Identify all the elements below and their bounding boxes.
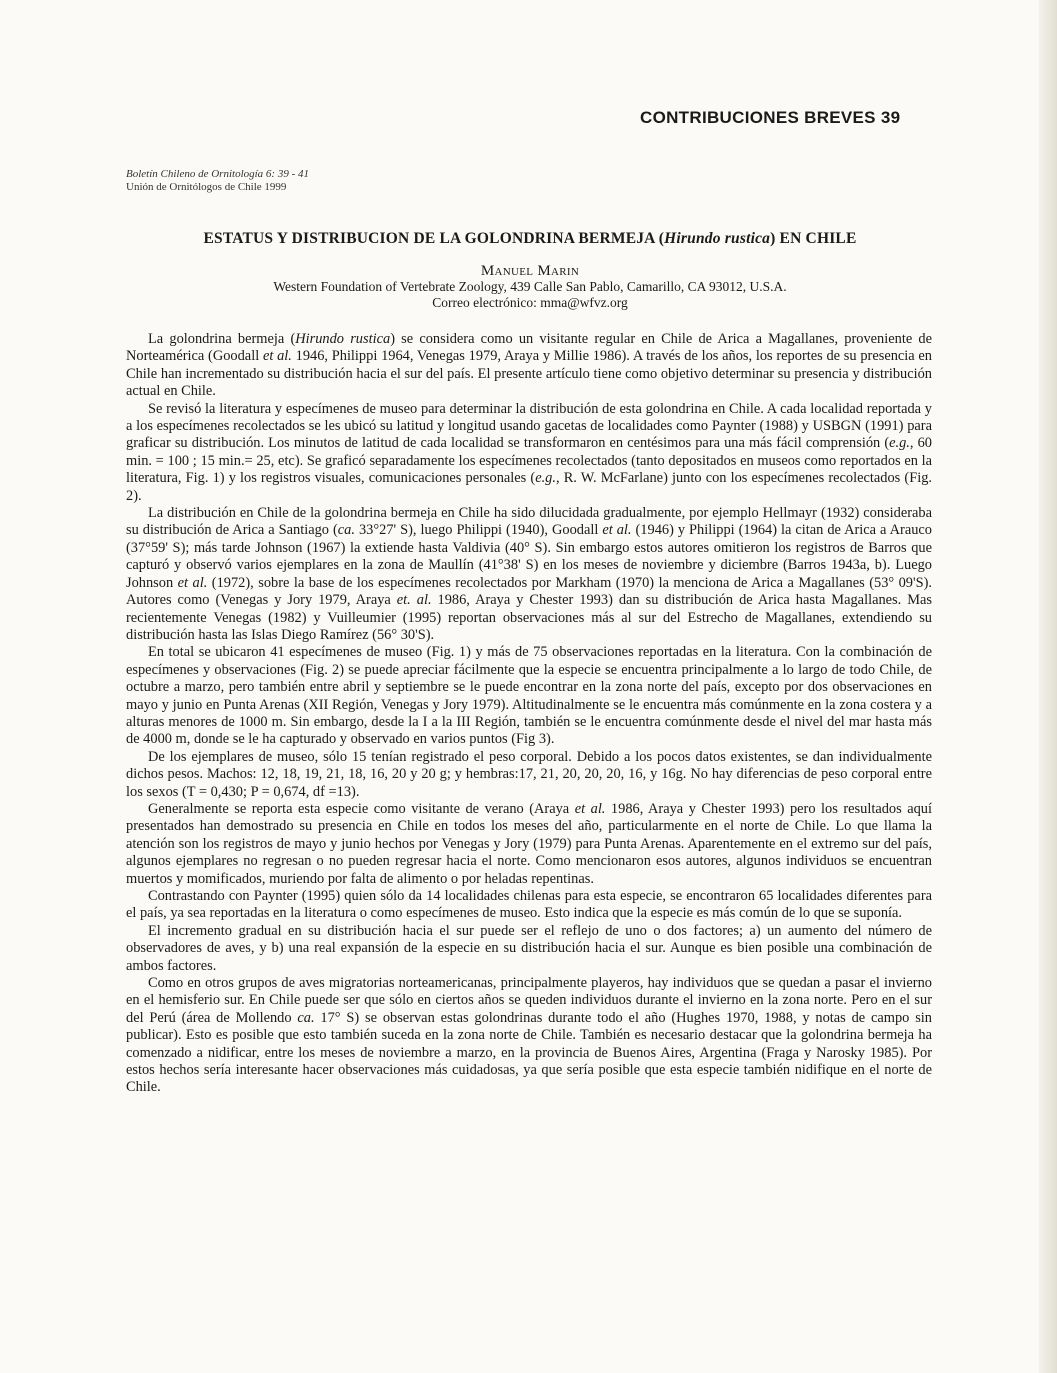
paragraph-3: La distribución en Chile de la golondrina bermeja en Chile ha sido dilucidada gradualmente, por ejemplo Hellmayr (1932) consideraba su distribución de Arica a Santiago (ca. 33°27' S), luego Philippi (1940), Goodall et al. (1946) y Philippi (1964) la citan de Arica a Arauco (37°59' S); más tarde Johnson (1967) la extiende hasta Valdivia (40° S). Sin embargo estos autores omitieron los registros de Barros que capturó y observó varios ejemplares en la zona de Maullín (41°38' S) en los meses de noviembre y diciembre (Barros 1943a, b). Luego Johnson et al. (1972), sobre la base de los especímenes recolectados por Markham (1970) la menciona de Arica a Magallanes (53° 09'S). Autores como (Venegas y Jory 1979, Araya et. al. 1986, Araya y Chester 1993) dan su distribución de Arica hasta Magallanes. Mas recientemente Venegas (1982) y Vuilleumier (1995) reportan observaciones más al sur del Estrecho de Magallanes, extendiendo su distribución hasta las Islas Diego Ramírez (56° 30'S). (126, 505, 932, 643)
paragraph-7: Contrastando con Paynter (1995) quien sólo da 14 localidades chilenas para esta especie, se encontraron 65 localidades diferentes para el país, ya sea reportadas en la literatura o como especímenes de museo. Esto indica que la especie es más común de lo que se suponía. (126, 888, 932, 922)
journal-line-1: Boletín Chileno de Ornitología 6: 39 - 41 (126, 168, 310, 180)
author-affiliation: Western Foundation of Vertebrate Zoology, 439 Calle San Pablo, Camarillo, CA 93012, U.S.A. (273, 279, 787, 294)
paragraph-6: Generalmente se reporta esta especie como visitante de verano (Araya et al. 1986, Araya y Chester 1993) pero los resultados aquí presentados han demostrado su presencia en Chile en todos los meses del año, particularmente en el norte de Chile. Lo que llama la atención son los registros de mayo y junio hechos por Venegas y Jory (1979) para Punta Arenas. Aparentemente en el extremo sur del país, algunos ejemplares no regresan o no pueden regresar hacia el norte. Como mencionaron esos autores, algunos individuos se encuentran muertos y momificados, muriendo por falta de alimento o por heladas repentinas. (126, 800, 933, 887)
article-body (126, 331, 932, 1097)
title-scientific-name: Hirundo rustica (664, 230, 771, 247)
paragraph-5: De los ejemplares de museo, sólo 15 tenían registrado el peso corporal. Debido a los pocos datos existentes, se dan individualmente dichos pesos. Machos: 12, 18, 19, 21, 18, 16, 20 y 20 g; y hembras:17, 21, 20, 20, 20, 16, y 16g. No hay diferencias de peso corporal entre los sexos (T = 0,430; P = 0,674, df =13). (126, 748, 932, 800)
article-title (100, 230, 960, 248)
journal-citation (126, 168, 309, 194)
author-block (100, 263, 960, 311)
title-post: ) EN CHILE (770, 230, 857, 247)
section-header: CONTRIBUCIONES BREVES 39 (640, 108, 901, 127)
paragraph-2: Se revisó la literatura y especímenes de museo para determinar la distribución de esta golondrina en Chile. A cada localidad reportada y a los especímenes recolectados se les ubicó su latitud y longitud usando gacetas de localidades como Paynter (1988) y USBGN (1991) para graficar su distribución. Los minutos de latitud de cada localidad se transformaron en centésimos para una más fácil comprensión (e.g., 60 min. = 100 ; 15 min.= 25, etc). Se graficó separadamente los especímenes recolectados (tanto depositados en museos como reportados en la literatura, Fig. 1) y los registros visuales, comunicaciones personales (e.g., R. W. McFarlane) junto con los especímenes recolectados (Fig. 2). (126, 400, 932, 504)
author-name: Manuel Marin (480, 263, 580, 279)
page-edge (1039, 0, 1057, 1373)
paragraph-9: Como en otros grupos de aves migratorias norteamericanas, principalmente playeros, hay individuos que se quedan a pasar el invierno en el hemisferio sur. En Chile puede ser que sólo en ciertos años se queden individuos durante el invierno en la zona norte. Pero en el sur del Perú (área de Mollendo ca. 17° S) se observan estas golondrinas durante todo el año (Hughes 1970, 1988, y notas de campo sin publicar). Esto es posible que esto también suceda en la zona norte de Chile. También es necesario destacar que la golondrina bermeja ha comenzado a nidificar, entre los meses de noviembre a marzo, en la provincia de Buenos Aires, Argentina (Fraga y Narosky 1985). Por estos hechos sería interesante hacer observaciones más cuidadosas, ya que sería posible que esta especie también nidifique en el norte de Chile. (126, 975, 932, 1096)
title-pre: ESTATUS Y DISTRIBUCION DE LA GOLONDRINA BERMEJA ( (203, 230, 665, 247)
author-email: Correo electrónico: mma@wfvz.org (432, 295, 628, 310)
paragraph-1: La golondrina bermeja (Hirundo rustica) se considera como un visitante regular en Chile de Arica a Magallanes, proveniente de Norteamérica (Goodall et al. 1946, Philippi 1964, Venegas 1979, Araya y Millie 1986). A través de los años, los reportes de su presencia en Chile han incrementado su distribución hacia el sur del país. El presente artículo tiene como objetivo determinar su presencia y distribución actual en Chile. (126, 331, 932, 400)
paragraph-8: El incremento gradual en su distribución hacia el sur puede ser el reflejo de uno o dos factores; a) un aumento del número de observadores de aves, y b) una real expansión de la especie en su distribución hacia el sur. Aunque es bien posible una combinación de ambos factores. (126, 922, 932, 974)
paragraph-4: En total se ubicaron 41 especímenes de museo (Fig. 1) y más de 75 observaciones reportadas en la literatura. Con la combinación de especímenes y observaciones (Fig. 2) se puede apreciar fácilmente que la especie se encuentra principalmente a lo largo de todo Chile, de octubre a marzo, pero también entre abril y septiembre se le puede encontrar en la zona norte del país, excepto por dos observaciones en mayo y junio en Punta Arenas (XII Región, Venegas y Jory 1979). Altitudinalmente se le encuentra más comúnmente en la zona costera y a alturas menores de 1000 m. Sin embargo, desde la I a la III Región, también se le encuentra comúnmente desde el nivel del mar hasta más de 4000 m, donde se le ha capturado y observado en varios puntos (Fig 3). (126, 644, 932, 748)
journal-line-2: Unión de Ornitólogos de Chile 1999 (126, 181, 287, 193)
